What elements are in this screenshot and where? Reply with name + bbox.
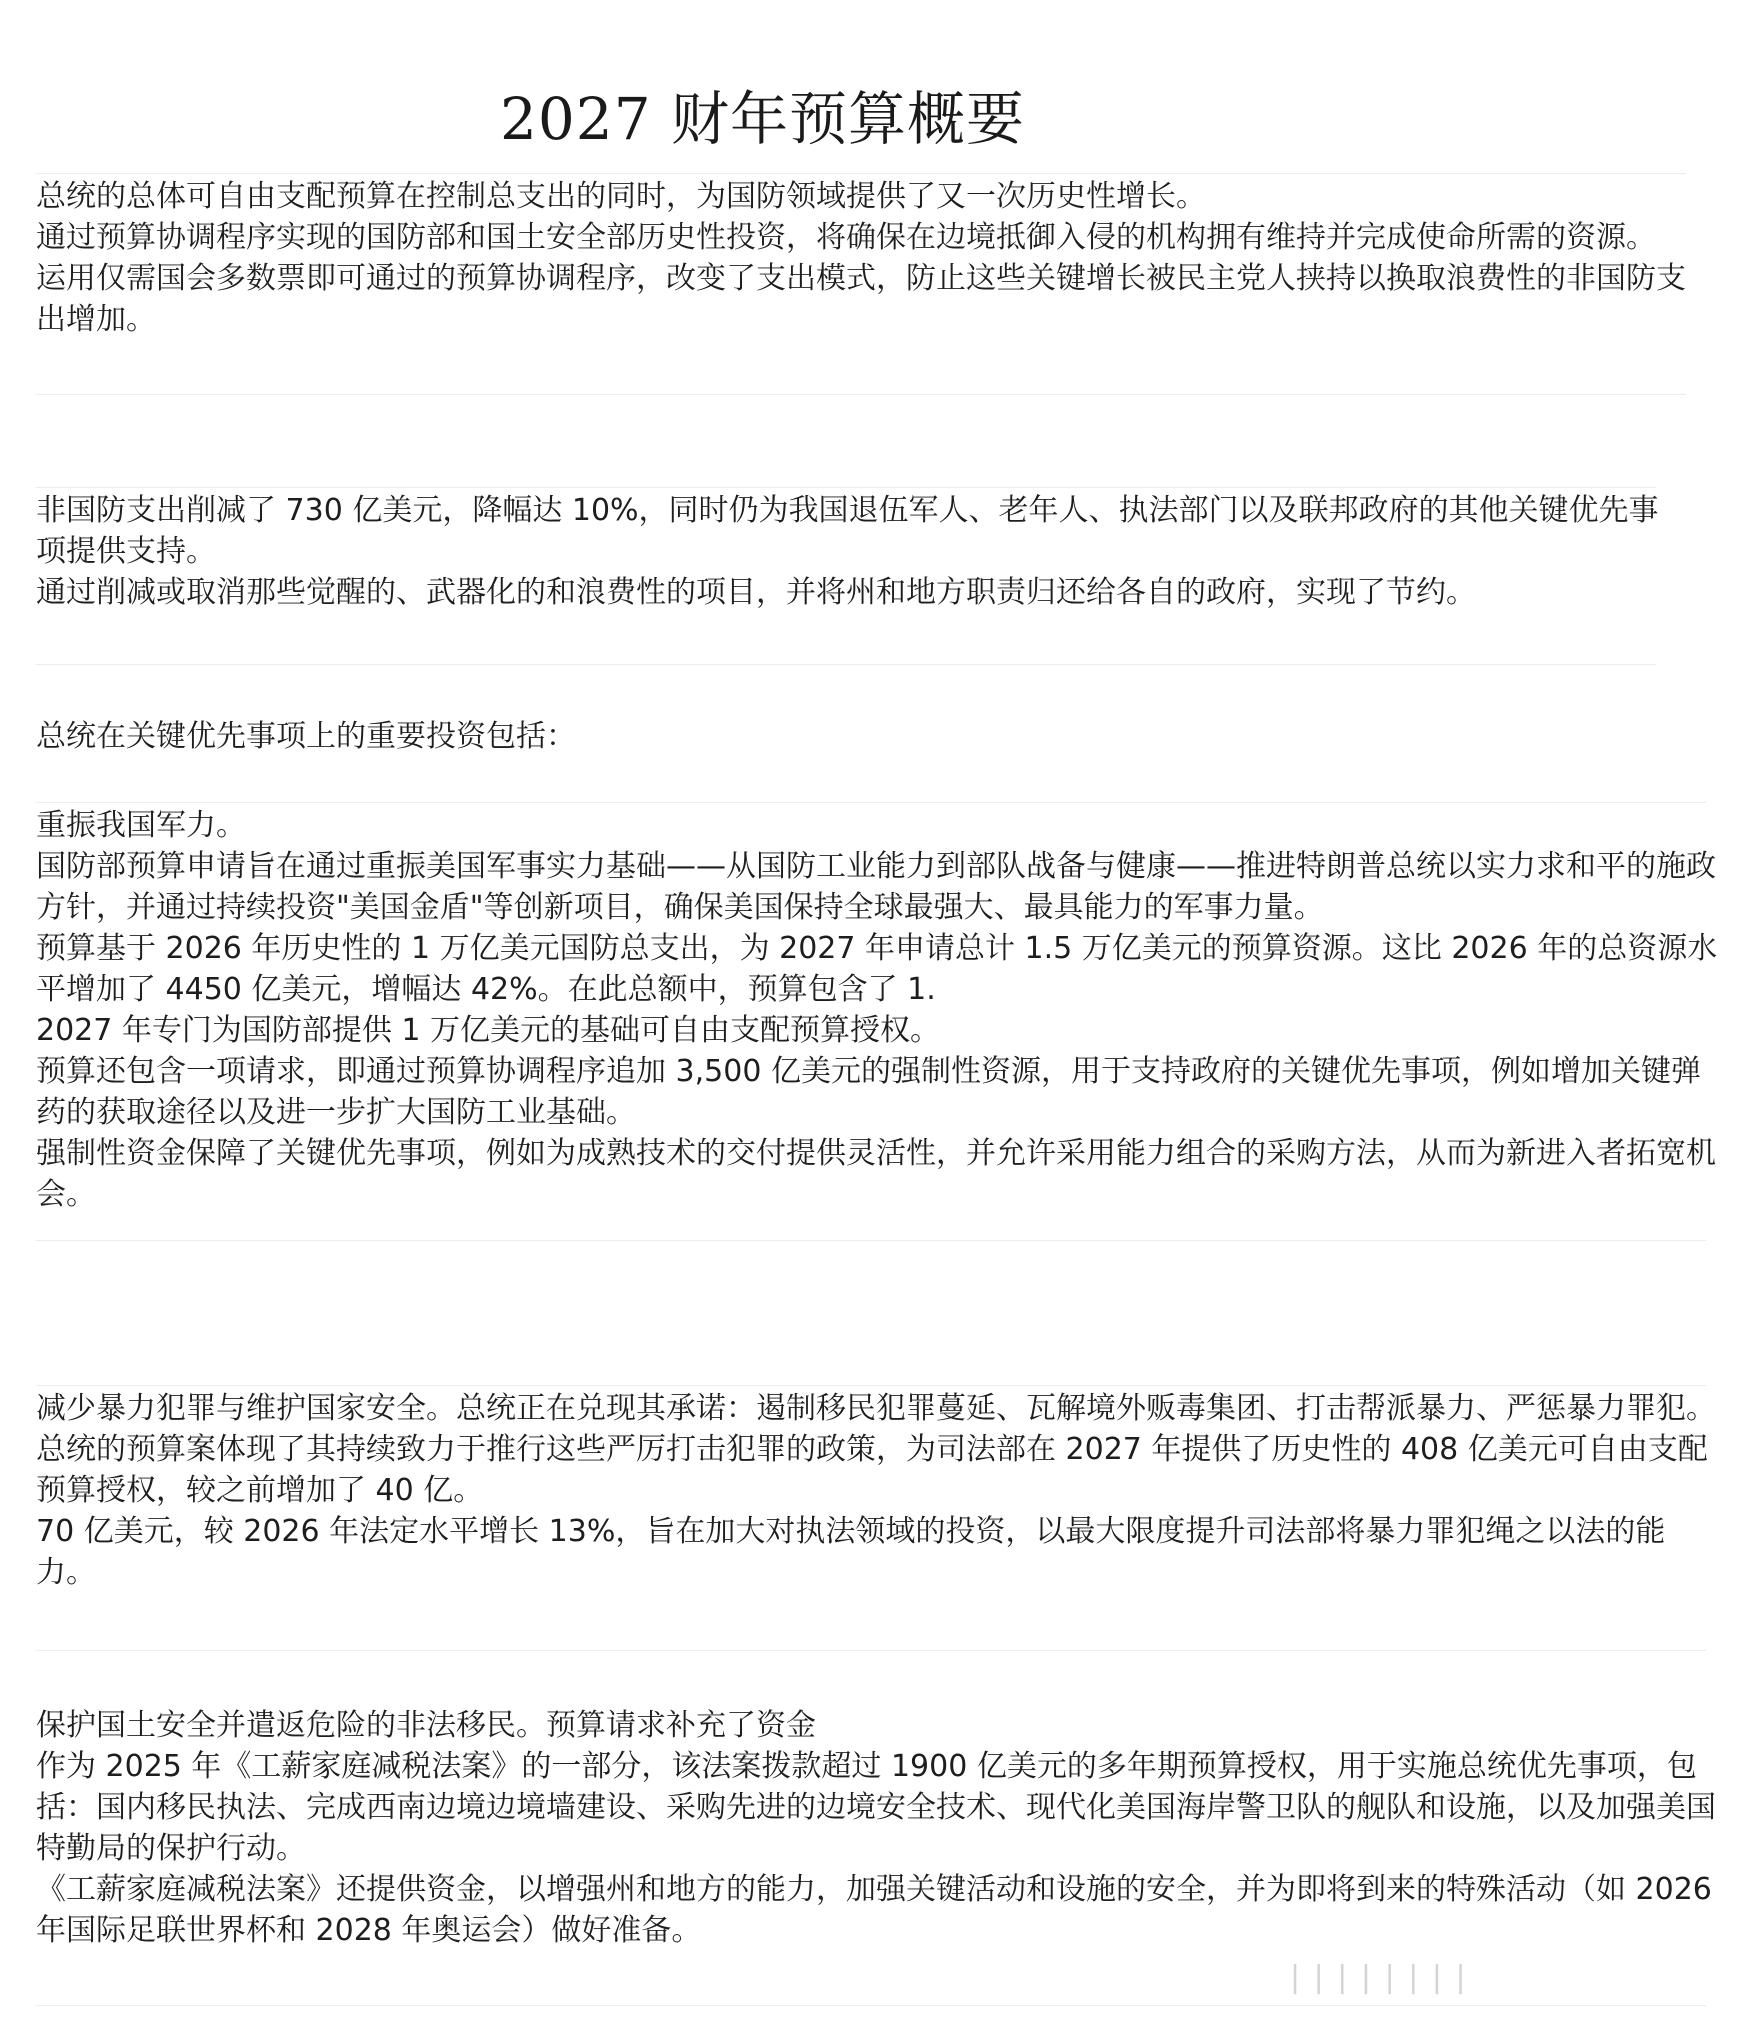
section-defense-overview: [36, 176, 1696, 340]
paragraph: 预算还包含一项请求，即通过预算协调程序追加 3,500 亿美元的强制性资源，用于支持政府的关键优先事项，例如增加关键弹药的获取途径以及进一步扩大国防工业基础。: [36, 1054, 1701, 1130]
paragraph: 重振我国军力。: [36, 808, 246, 843]
watermark: | | | | | | | |: [1290, 1960, 1468, 1995]
divider: [36, 1650, 1706, 1651]
section-nondefense-cuts: [36, 490, 1676, 613]
paragraph: 总统的预算案体现了其持续致力于推行这些严厉打击犯罪的政策，为司法部在 2027 年提供了历史性的 408 亿美元可自由支配预算授权，较之前增加了 40 亿。: [36, 1432, 1708, 1508]
divider: [36, 1240, 1706, 1241]
paragraph: 运用仅需国会多数票即可通过的预算协调程序，改变了支出模式，防止这些关键增长被民主党人挟持以换取浪费性的非国防支出增加。: [36, 261, 1686, 337]
paragraph: 2027 年专门为国防部提供 1 万亿美元的基础可自由支配预算授权。: [36, 1013, 941, 1048]
paragraph: 强制性资金保障了关键优先事项，例如为成熟技术的交付提供灵活性，并允许采用能力组合的采购方法，从而为新进入者拓宽机会。: [36, 1136, 1716, 1212]
divider: [36, 173, 1686, 174]
section-priorities-intro: [36, 716, 1636, 757]
section-military: [36, 805, 1721, 1215]
section-crime: [36, 1388, 1721, 1593]
paragraph: 非国防支出削减了 730 亿美元，降幅达 10%，同时仍为我国退伍军人、老年人、执法部门以及联邦政府的其他关键优先事项提供支持。: [36, 493, 1659, 569]
divider: [36, 664, 1656, 665]
divider: [36, 2005, 1706, 2006]
section-homeland-security: [36, 1705, 1721, 1951]
paragraph: 70 亿美元，较 2026 年法定水平增长 13%，旨在加大对执法领域的投资，以最大限度提升司法部将暴力罪犯绳之以法的能力。: [36, 1514, 1666, 1590]
divider: [36, 802, 1706, 803]
paragraph: 总统的总体可自由支配预算在控制总支出的同时，为国防领域提供了又一次历史性增长。: [36, 179, 1206, 214]
paragraph: 通过削减或取消那些觉醒的、武器化的和浪费性的项目，并将州和地方职责归还给各自的政府，实现了节约。: [36, 575, 1476, 610]
page-title: 2027 财年预算概要: [500, 85, 1026, 153]
paragraph: 《工薪家庭减税法案》还提供资金，以增强州和地方的能力，加强关键活动和设施的安全，并为即将到来的特殊活动（如 2026 年国际足联世界杯和 2028 年奥运会）做好准备。: [36, 1872, 1712, 1948]
paragraph: 保护国土安全并遣返危险的非法移民。预算请求补充了资金: [36, 1708, 816, 1743]
divider: [36, 1385, 1706, 1386]
paragraph: 总统在关键优先事项上的重要投资包括：: [36, 719, 576, 754]
paragraph: 预算基于 2026 年历史性的 1 万亿美元国防总支出，为 2027 年申请总计 1.5 万亿美元的预算资源。这比 2026 年的总资源水平增加了 4450 亿美元，增幅达 42%。在此总额中，预算包含了 1.: [36, 931, 1718, 1007]
paragraph: 国防部预算申请旨在通过重振美国军事实力基础——从国防工业能力到部队战备与健康——推进特朗普总统以实力求和平的施政方针，并通过持续投资"美国金盾"等创新项目，确保美国保持全球最强大、最具能力的军事力量。: [36, 849, 1716, 925]
paragraph: 通过预算协调程序实现的国防部和国土安全部历史性投资，将确保在边境抵御入侵的机构拥有维持并完成使命所需的资源。: [36, 220, 1656, 255]
paragraph: 减少暴力犯罪与维护国家安全。总统正在兑现其承诺：遏制移民犯罪蔓延、瓦解境外贩毒集团、打击帮派暴力、严惩暴力罪犯。: [36, 1391, 1716, 1426]
divider: [36, 394, 1686, 395]
divider: [36, 487, 1656, 488]
paragraph: 作为 2025 年《工薪家庭减税法案》的一部分，该法案拨款超过 1900 亿美元的多年期预算授权，用于实施总统优先事项，包括：国内移民执法、完成西南边境边境墙建设、采购先进的边境安全技术、现代化美国海岸警卫队的舰队和设施，以及加强美国特勤局的保护行动。: [36, 1749, 1716, 1866]
